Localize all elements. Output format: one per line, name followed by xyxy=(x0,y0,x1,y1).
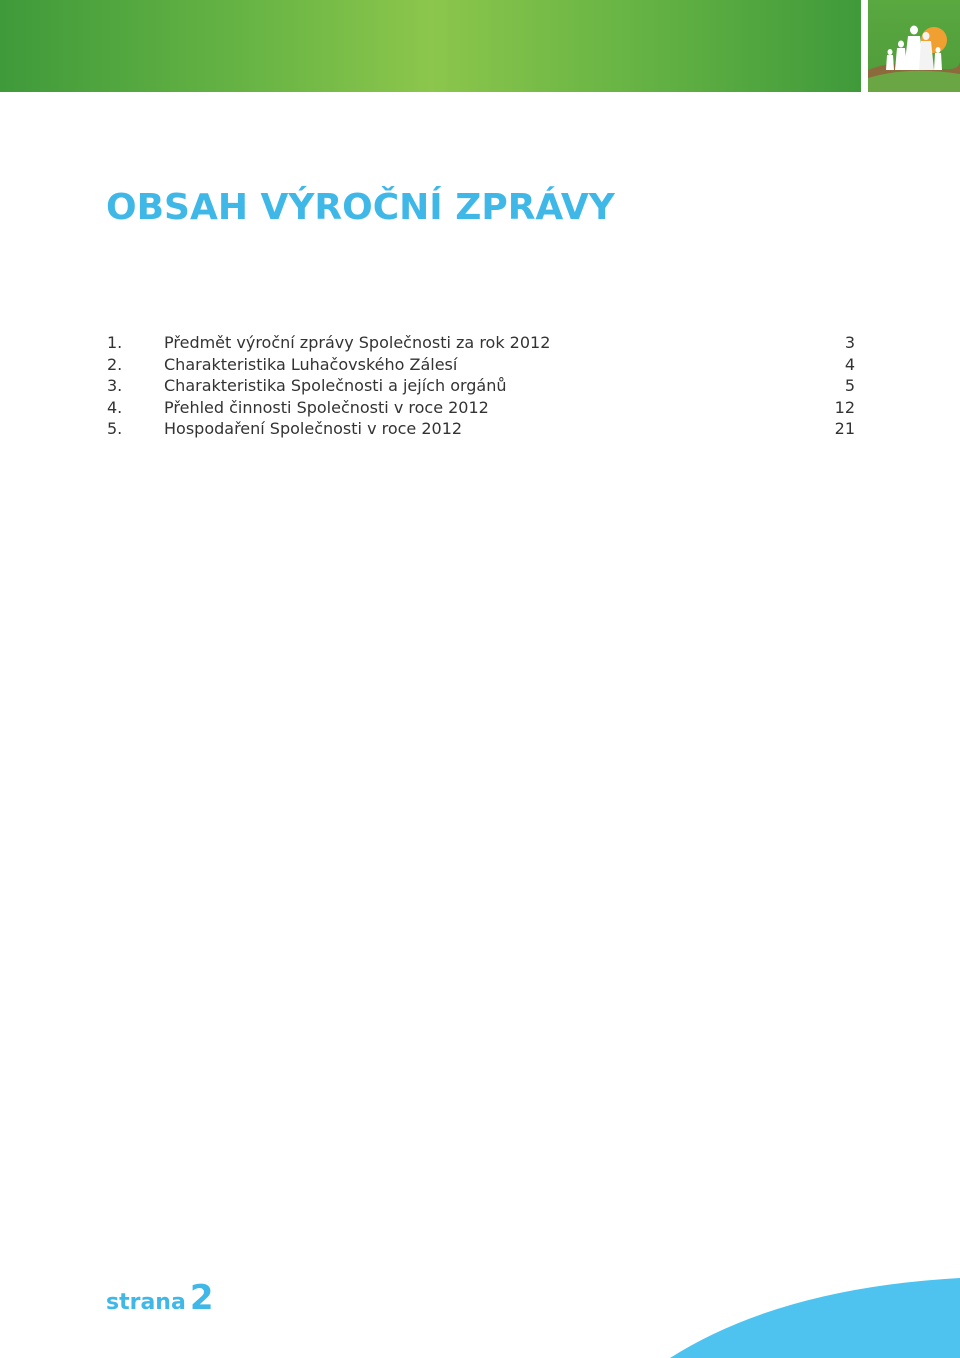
toc-item[interactable] xyxy=(107,397,855,419)
toc-item[interactable] xyxy=(107,375,855,397)
page-title: OBSAH VÝROČNÍ ZPRÁVY xyxy=(106,187,615,228)
corner-swoosh-decoration xyxy=(670,1278,960,1358)
toc-item-title: Charakteristika Společnosti a jejích orgánů xyxy=(164,376,507,395)
toc-item-number: 2. xyxy=(107,354,123,374)
toc-item-number: 5. xyxy=(107,419,123,438)
toc-item[interactable] xyxy=(107,332,855,354)
toc-item-number: 1. xyxy=(107,333,123,352)
toc-item-page: 12 xyxy=(834,397,855,417)
toc-item-page: 5 xyxy=(844,376,855,395)
toc-item-number: 3. xyxy=(107,376,123,395)
header-divider xyxy=(861,0,868,92)
toc-item[interactable] xyxy=(107,354,855,376)
footer-page-number: 2 xyxy=(189,1278,214,1318)
toc-item-title: Hospodaření Společnosti v roce 2012 xyxy=(164,419,463,438)
footer-page-label: strana xyxy=(106,1290,186,1315)
table-of-contents xyxy=(107,332,855,440)
toc-item-title: Přehled činnosti Společnosti v roce 2012 xyxy=(164,397,489,417)
toc-item-title: Charakteristika Luhačovského Zálesí xyxy=(164,354,458,374)
toc-item-page: 21 xyxy=(834,419,855,438)
toc-item-page: 3 xyxy=(844,333,855,352)
page-footer xyxy=(106,1278,214,1318)
toc-item[interactable] xyxy=(107,418,855,440)
family-figures-logo-icon xyxy=(868,0,960,92)
toc-item-title: Předmět výroční zprávy Společnosti za rok 2012 xyxy=(164,333,551,352)
header-green-band xyxy=(0,0,861,92)
toc-item-number: 4. xyxy=(107,397,123,417)
toc-item-page: 4 xyxy=(844,354,855,374)
